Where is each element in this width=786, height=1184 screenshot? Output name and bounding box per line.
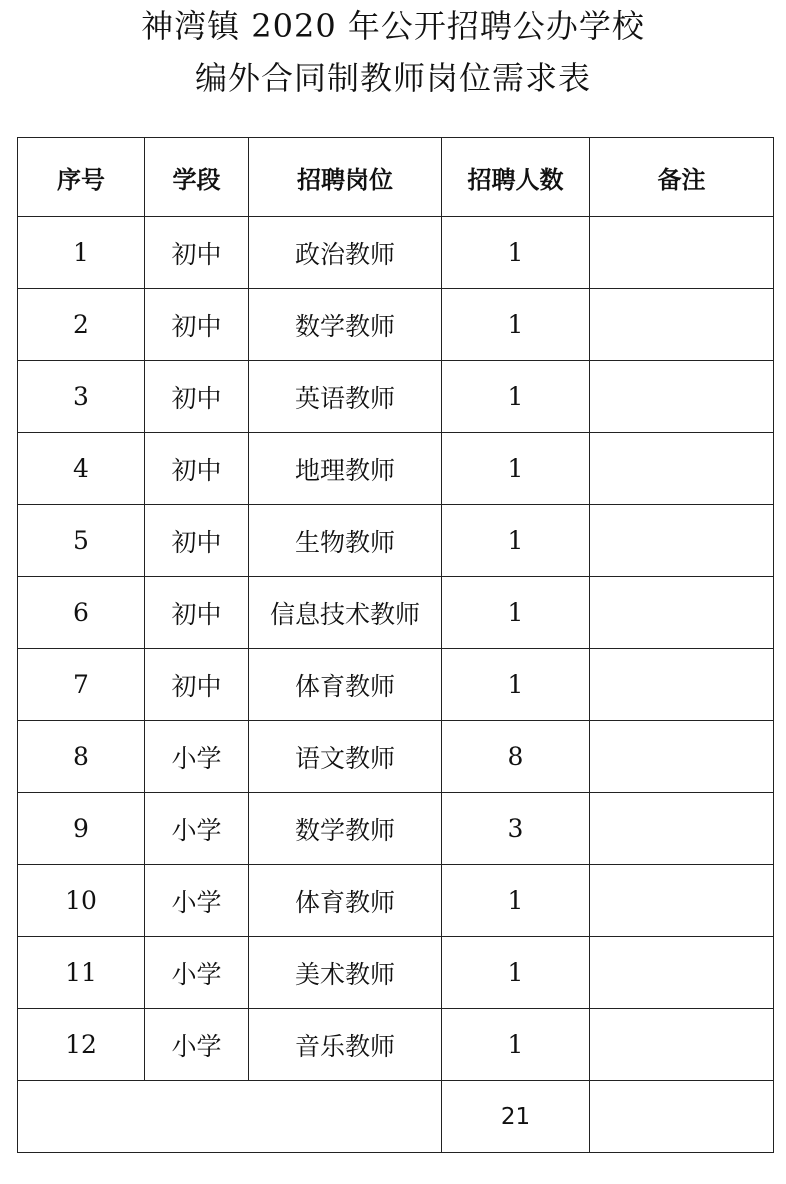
row-headcount: 1 (442, 577, 590, 649)
total-count-cell: 21 (442, 1081, 590, 1153)
row-remarks (590, 721, 774, 793)
row-school-stage: 小学 (145, 937, 249, 1009)
row-serial-number: 4 (18, 433, 145, 505)
row-school-stage: 初中 (145, 361, 249, 433)
row-position: 数学教师 (249, 289, 442, 361)
table-row (18, 505, 774, 577)
row-position: 体育教师 (249, 649, 442, 721)
row-remarks (590, 793, 774, 865)
row-headcount: 1 (442, 289, 590, 361)
row-remarks (590, 433, 774, 505)
table-row (18, 289, 774, 361)
row-headcount: 1 (442, 217, 590, 289)
row-position: 英语教师 (249, 361, 442, 433)
row-position: 信息技术教师 (249, 577, 442, 649)
row-position: 政治教师 (249, 217, 442, 289)
total-row (18, 1081, 774, 1153)
job-requirements-table (17, 137, 774, 1153)
row-remarks (590, 1009, 774, 1081)
row-position: 地理教师 (249, 433, 442, 505)
table-row (18, 217, 774, 289)
table-row (18, 649, 774, 721)
row-position: 音乐教师 (249, 1009, 442, 1081)
table-row (18, 433, 774, 505)
row-school-stage: 初中 (145, 505, 249, 577)
row-headcount: 8 (442, 721, 590, 793)
row-position: 语文教师 (249, 721, 442, 793)
row-school-stage: 初中 (145, 217, 249, 289)
row-remarks (590, 361, 774, 433)
row-serial-number: 7 (18, 649, 145, 721)
row-serial-number: 2 (18, 289, 145, 361)
row-headcount: 1 (442, 433, 590, 505)
row-remarks (590, 937, 774, 1009)
row-remarks (590, 505, 774, 577)
row-serial-number: 8 (18, 721, 145, 793)
row-school-stage: 小学 (145, 793, 249, 865)
row-headcount: 1 (442, 1009, 590, 1081)
header-school-stage: 学段 (145, 138, 249, 217)
row-position: 生物教师 (249, 505, 442, 577)
header-headcount: 招聘人数 (442, 138, 590, 217)
row-position: 体育教师 (249, 865, 442, 937)
row-serial-number: 11 (18, 937, 145, 1009)
row-serial-number: 1 (18, 217, 145, 289)
table-row (18, 361, 774, 433)
row-remarks (590, 577, 774, 649)
row-school-stage: 小学 (145, 721, 249, 793)
row-position: 美术教师 (249, 937, 442, 1009)
table-row (18, 937, 774, 1009)
header-serial-number: 序号 (18, 138, 145, 217)
row-school-stage: 小学 (145, 1009, 249, 1081)
row-school-stage: 初中 (145, 649, 249, 721)
header-position: 招聘岗位 (249, 138, 442, 217)
row-serial-number: 12 (18, 1009, 145, 1081)
row-serial-number: 5 (18, 505, 145, 577)
row-headcount: 1 (442, 937, 590, 1009)
row-headcount: 1 (442, 505, 590, 577)
row-serial-number: 3 (18, 361, 145, 433)
row-headcount: 1 (442, 361, 590, 433)
row-serial-number: 6 (18, 577, 145, 649)
row-school-stage: 小学 (145, 865, 249, 937)
row-school-stage: 初中 (145, 577, 249, 649)
row-remarks (590, 649, 774, 721)
row-school-stage: 初中 (145, 289, 249, 361)
table-row (18, 1009, 774, 1081)
row-school-stage: 初中 (145, 433, 249, 505)
table-row (18, 721, 774, 793)
table-row (18, 793, 774, 865)
page-title-line-2: 编外合同制教师岗位需求表 (194, 59, 591, 97)
table-row (18, 577, 774, 649)
row-serial-number: 10 (18, 865, 145, 937)
page-title-line-1: 神湾镇 2020 年公开招聘公办学校 (141, 7, 645, 45)
header-remarks: 备注 (590, 138, 774, 217)
table-header-row (18, 138, 774, 217)
row-remarks (590, 289, 774, 361)
row-remarks (590, 217, 774, 289)
row-headcount: 1 (442, 865, 590, 937)
row-headcount: 3 (442, 793, 590, 865)
table-row (18, 865, 774, 937)
total-note-cell (590, 1081, 774, 1153)
total-label-cell (18, 1081, 442, 1153)
row-serial-number: 9 (18, 793, 145, 865)
row-remarks (590, 865, 774, 937)
row-position: 数学教师 (249, 793, 442, 865)
row-headcount: 1 (442, 649, 590, 721)
